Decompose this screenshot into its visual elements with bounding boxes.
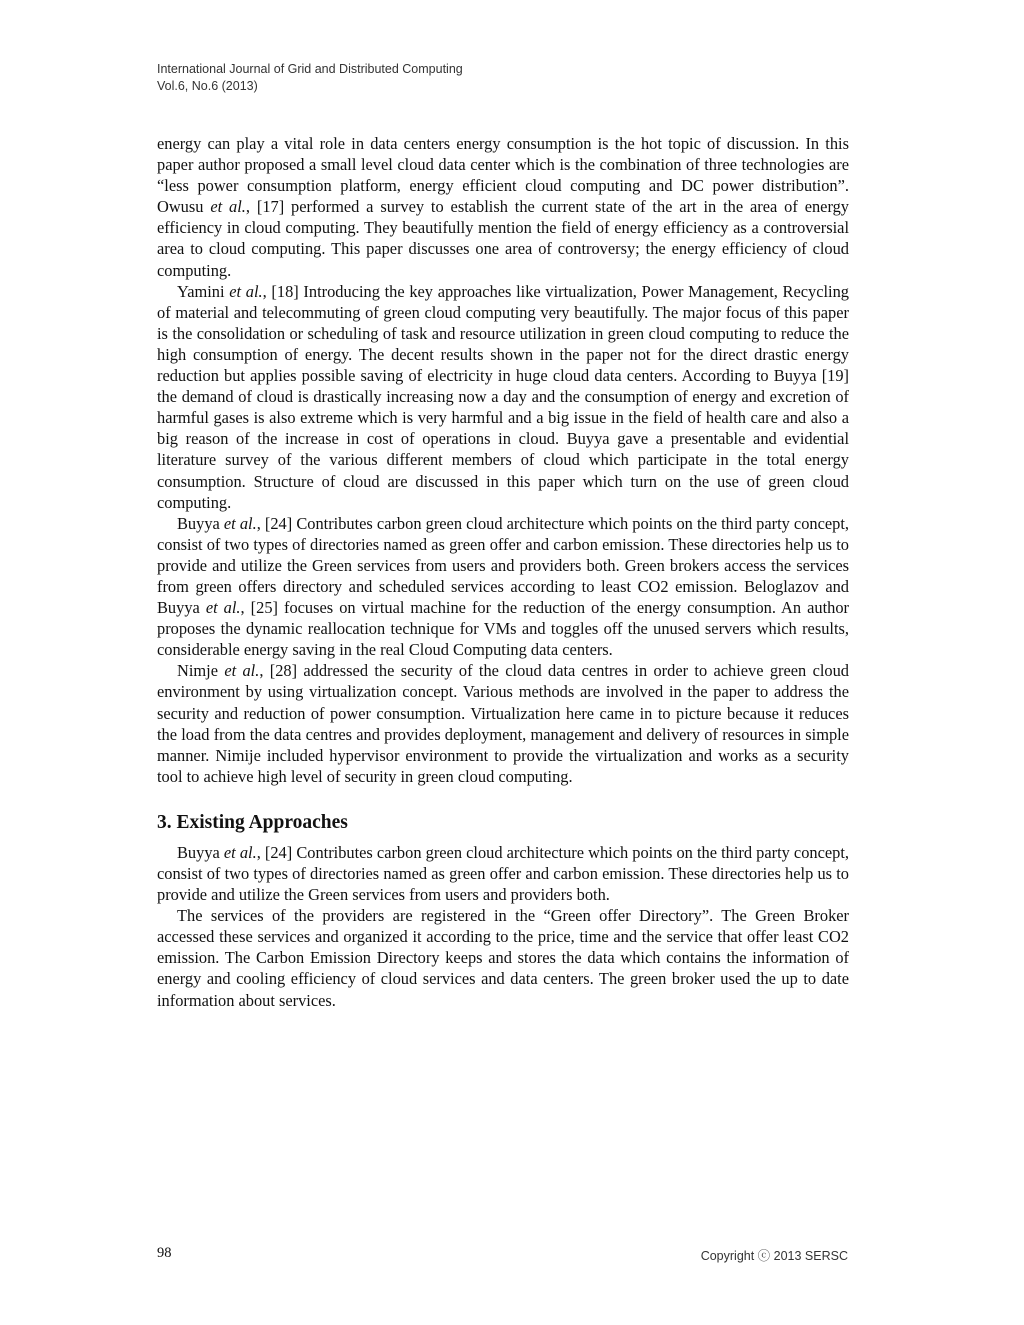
text-run: , [18] Introducing the key approaches like virtualization, Power Management, Recycling of material and telecommuting of green cloud computing very beautifully. The major focus of this paper is the consolidation or scheduling of task and resource utilization in green cloud computing to reduce the high consumption of energy. The decent results shown in the paper not for the direct drastic energy reduction but applies possible saving of electricity in huge cloud data centers. According to Buyya [19] the demand of cloud is drastically increasing now a day and the consumption of energy and excretion of harmful gases is also extreme which is very harmful and a big issue in the field of health care and also a big reason of the increase in cost of operations in cloud. Buyya gave a presentable and evidential literature survey of the various different members of cloud which participate in the total energy consumption. Structure of cloud are discussed in this paper which turn on the use of green cloud computing. [157,281,849,512]
text-run: , [17] performed a survey to establish the current state of the art in the area of energy efficiency in cloud computing. They beautifully mention the field of energy efficiency as a controversial area to cloud computing. This paper discusses one area of controversy; the energy efficiency of cloud computing. [157,197,849,280]
text-run: Buyya [177,842,224,862]
italic-text: et al. [224,661,260,681]
text-run: , [24] Contributes carbon green cloud architecture which points on the third party concept, consist of two types of directories named as green offer and carbon emission. These directories help us to provide and utilize the Green services from users and providers both. [157,842,849,905]
journal-title: International Journal of Grid and Distributed Computing [157,62,463,76]
page-number: 98 [157,1245,172,1261]
running-header [157,61,463,95]
text-run: Buyya [177,513,224,533]
paragraph [157,513,849,661]
section-heading: 3. Existing Approaches [157,811,348,833]
paragraph [157,133,849,281]
text-run: Nimje [177,661,225,681]
paragraph [157,842,849,905]
italic-text: et al. [205,598,241,618]
text-run: , [25] focuses on virtual machine for the reduction of the energy consumption. An author proposes the dynamic reallocation technique for VMs and toggles off the unused servers which results, considerable energy saving in the real Cloud Computing data centers. [157,598,849,660]
paragraph: The services of the providers are registered in the “Green offer Directory”. The Green Broker accessed these services and organized it according to the price, time and the service that offer least CO2 emission. The Carbon Emission Directory keeps and stores the data which contains the information of energy and cooling efficiency of cloud services and data centers. The green broker used the up to date information about services. [157,906,849,1010]
text-run: , [24] Contributes carbon green cloud architecture which points on the third party concept, consist of two types of directories named as green offer and carbon emission. These directories help us to provide and utilize the Green services from users and providers both. Green brokers access the services from green offers directory and scheduled services according to least CO2 emission. Beloglazov and Buyya [157,513,849,618]
text-run: Yamini [177,281,230,301]
paragraph [157,281,849,513]
italic-text: et al. [223,513,257,533]
journal-volume: Vol.6, No.6 (2013) [157,79,258,93]
italic-text: et al. [210,197,246,217]
page-body [157,133,849,1011]
text-run: energy can play a vital role in data centers energy consumption is the hot topic of discussion. In this paper author proposed a small level cloud data center which is the combination of three technologies are “less power consumption platform, energy efficient cloud computing and DC power distribution”. Owusu [157,134,849,217]
italic-text: et al. [223,842,257,862]
text-run: , [28] addressed the security of the cloud data centres in order to achieve green cloud environment by using virtualization concept. Various methods are involved in the paper to address the security and reduction of power consumption. Virtualization here came in to picture because it reduces the load from the data centres and provides deployment, management and delivery of resources in simple manner. Nimije included hypervisor environment to provide the virtualization and works as a security tool to achieve high level of security in green cloud computing. [157,661,849,786]
italic-text: et al. [229,281,263,301]
copyright-notice: Copyright ⓒ 2013 SERSC [700,1249,848,1263]
paragraph [157,660,849,787]
